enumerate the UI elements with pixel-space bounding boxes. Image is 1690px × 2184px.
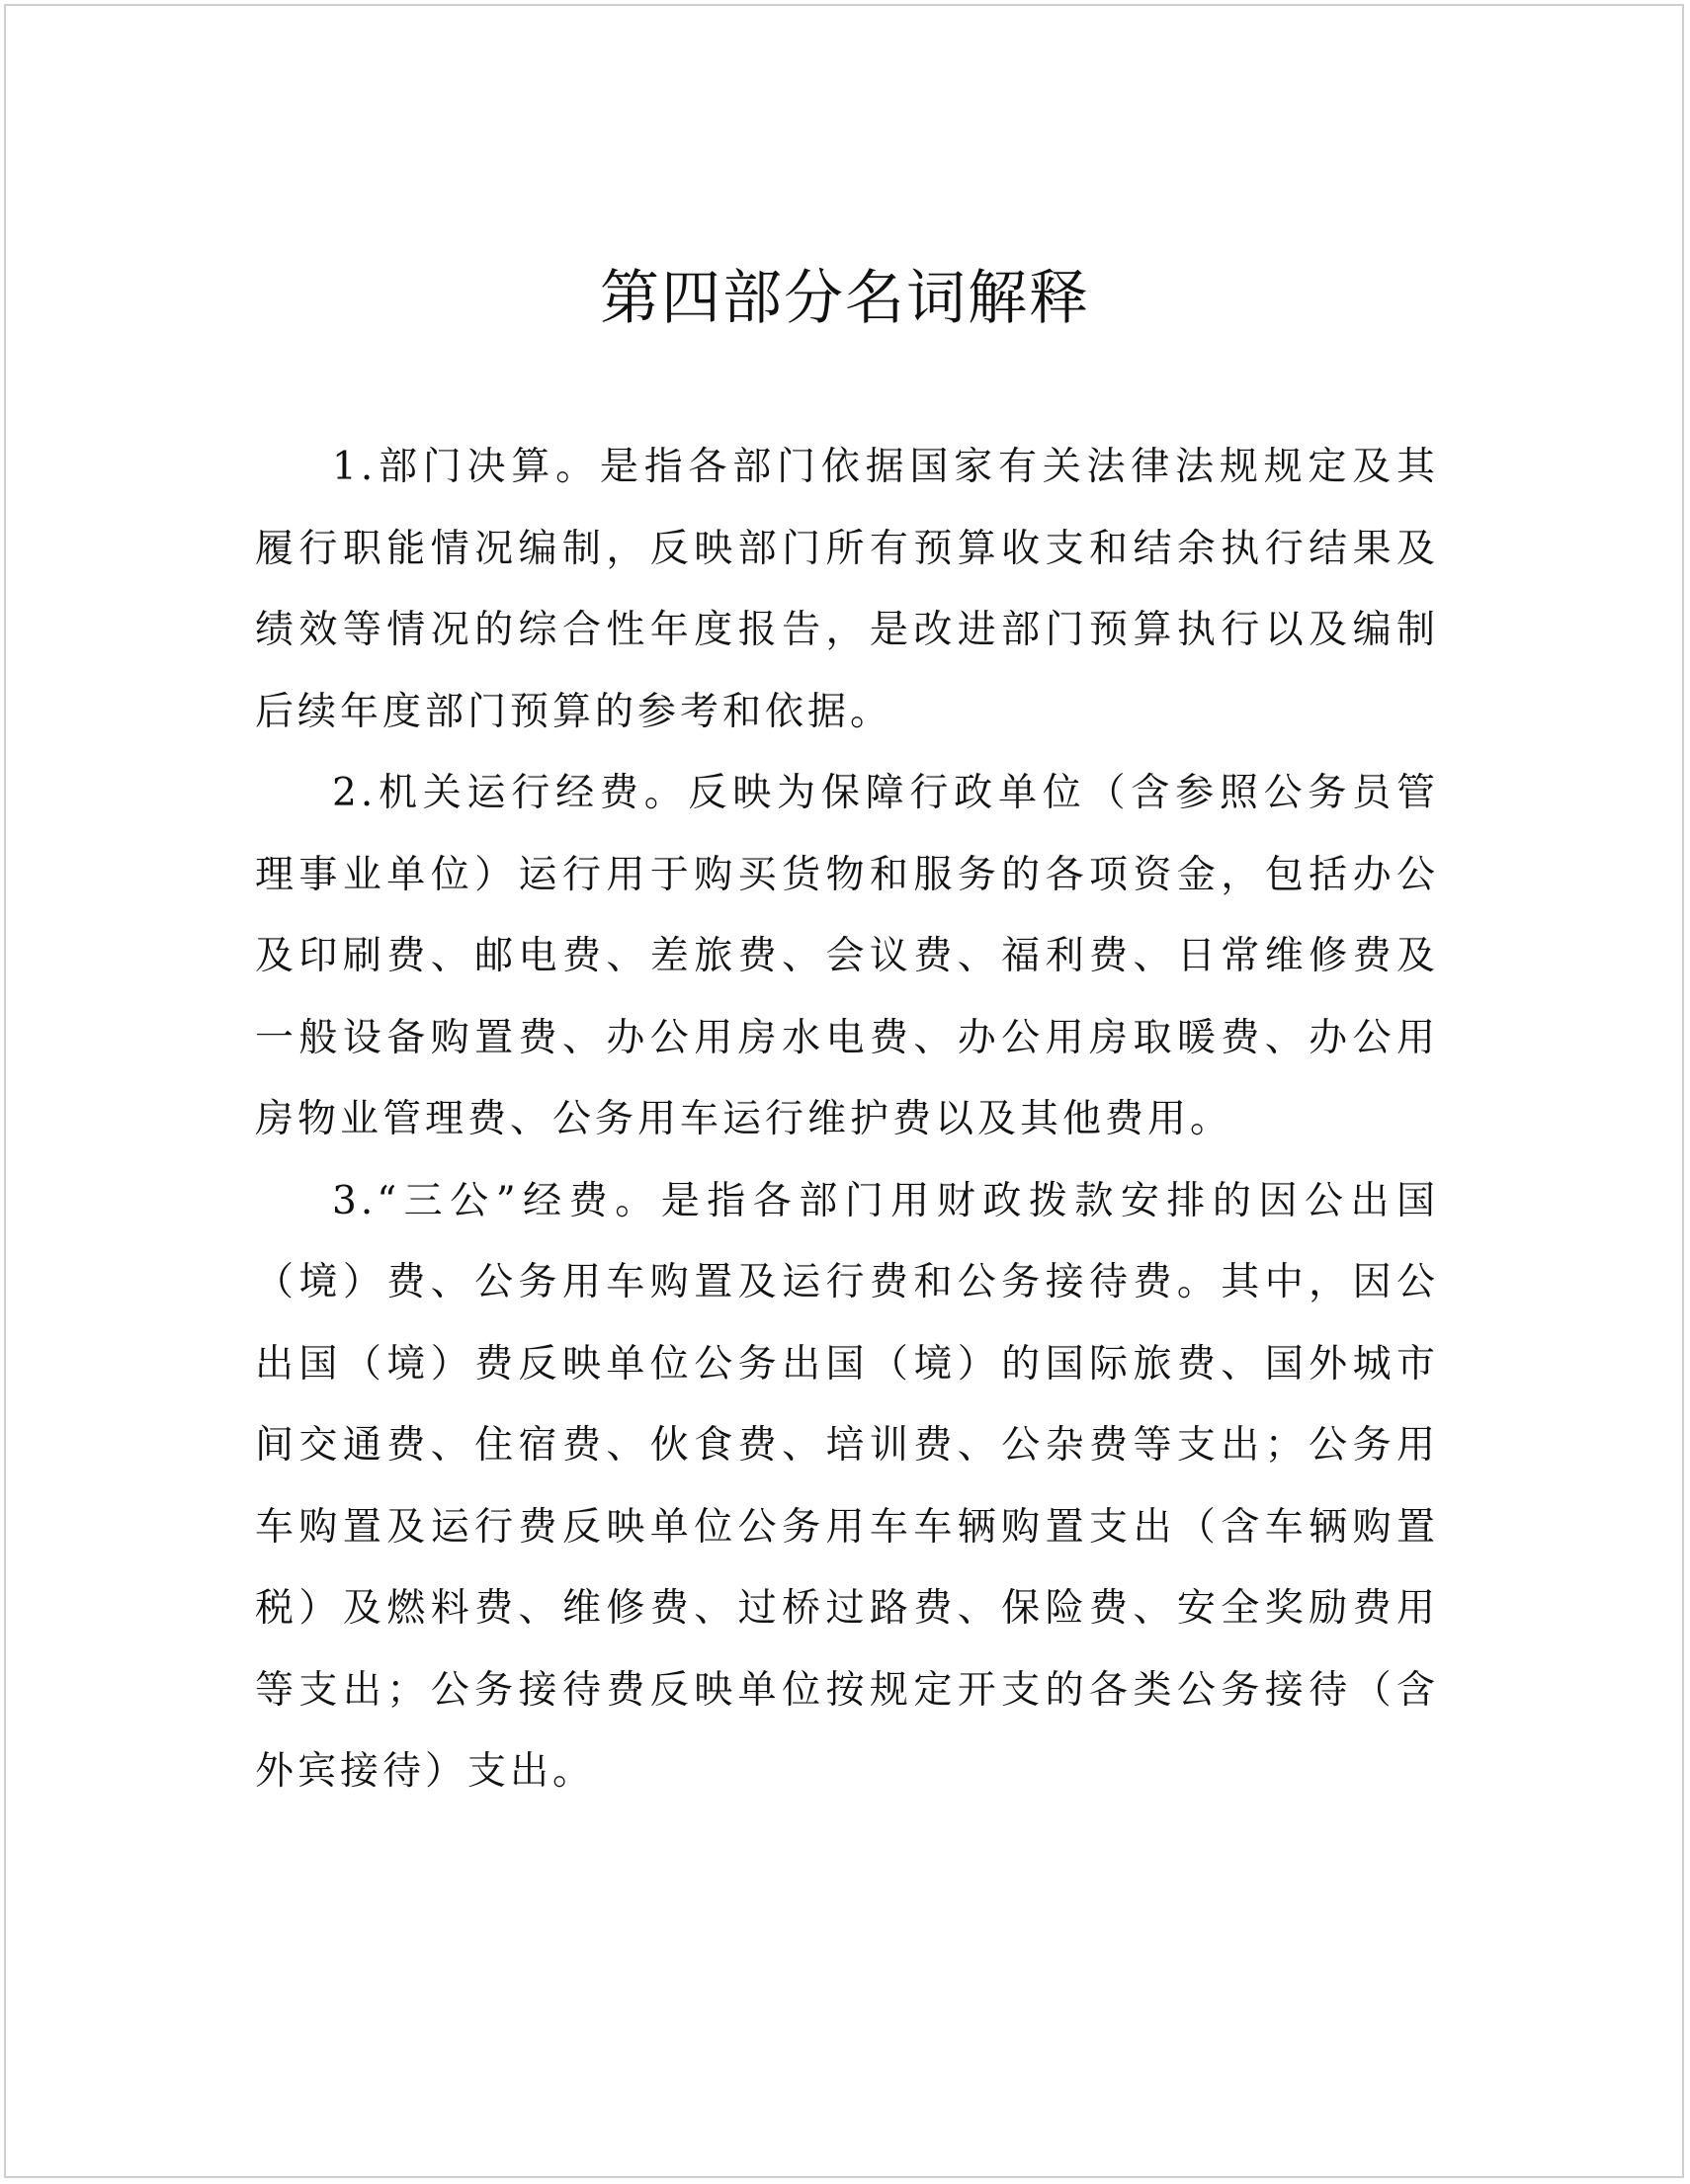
body-text (255, 427, 1439, 1813)
paragraph-department-final-accounts: 1.部门决算。是指各部门依据国家有关法律法规规定及其履行职能情况编制，反映部门所有预算收支和结余执行结果及绩效等情况的综合性年度报告，是改进部门预算执行以及编制后续年度部门预算的参考和依据。 (255, 445, 1439, 734)
page-title: 第四部分名词解释 (600, 264, 1090, 333)
paragraph-three-public-expenses: 3.“三公”经费。是指各部门用财政拨款安排的因公出国（境）费、公务用车购置及运行费和公务接待费。其中，因公出国（境）费反映单位公务出国（境）的国际旅费、国外城市间交通费、住宿费、伙食费、培训费、公杂费等支出；公务用车购置及运行费反映单位公务用车车辆购置支出（含车辆购置税）及燃料费、维修费、过桥过路费、保险费、安全奖励费用等支出；公务接待费反映单位按规定开支的各类公务接待（含外宾接待）支出。 (255, 1178, 1439, 1794)
paragraph-agency-operating-expenses: 2.机关运行经费。反映为保障行政单位（含参照公务员管理事业单位）运行用于购买货物和服务的各项资金，包括办公及印刷费、邮电费、差旅费、会议费、福利费、日常维修费及一般设备购置费、办公用房水电费、办公用房取暖费、办公用房物业管理费、公务用车运行维护费以及其他费用。 (255, 771, 1439, 1141)
